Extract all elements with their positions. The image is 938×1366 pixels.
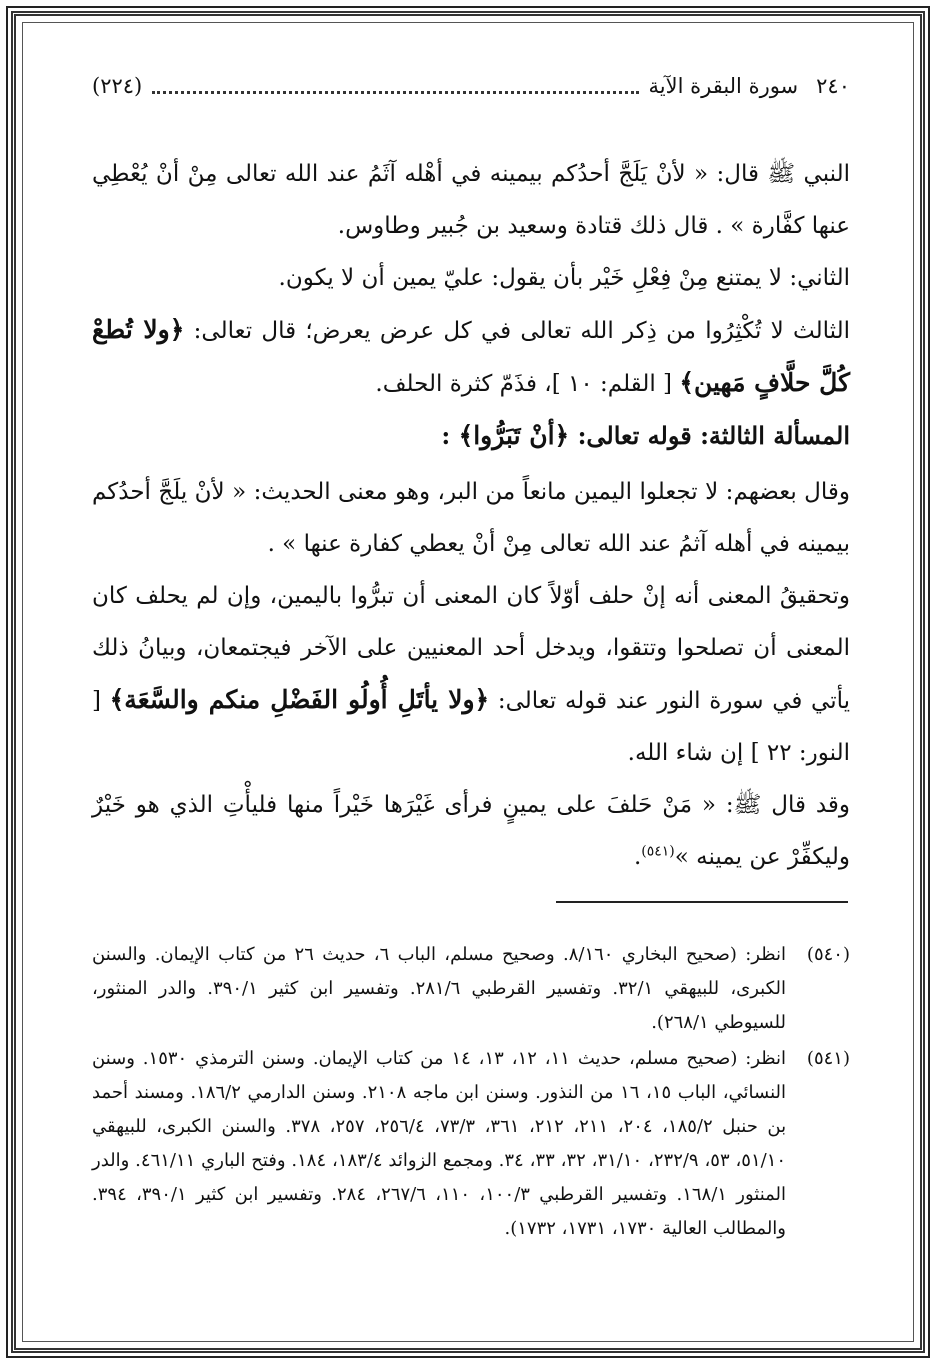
page-content [92,60,850,883]
section-heading-text: المسألة الثالثة: قوله تعالى: [577,421,850,450]
paragraph-4: وقال بعضهم: لا تجعلوا اليمين مانعاً من البر، وهو معنى الحديث: « لأنْ يلَجَّ أحدُكم بيمينه في أهله آثمُ عند الله تعالى مِنْ أنْ يعطي كفارة عنها » . [92,479,850,557]
running-head [92,60,850,112]
body-text [92,148,850,883]
paragraph-5 [92,570,850,779]
footnote-540 [92,938,850,1040]
footnote-text: انظر: (صحيح البخاري ٨/١٦٠. وصحيح مسلم، الباب ٦، حديث ٢٦ من كتاب الإيمان. والسنن الكبرى، للبيهقي ٣٢/١. وتفسير القرطبي ٢٨١/٦. وتفسير ابن كثير ٣٩٠/١. والدر المنثور، للسيوطي ٢٦٨/١). [92,944,787,1033]
paragraph-6-end: . [633,844,642,870]
paragraph-2: الثاني: لا يمتنع مِنْ فِعْلِ خَيْر بأن يقول: عليّ يمين أن لا يكون. [278,265,850,291]
quran-verse-nur: ﴿ولا يأتَلِ أُولُو الفَضْلِ منكم والسَّعَة﴾ [109,685,490,714]
ayah-reference: (٢٢٤) [92,74,143,98]
paragraph-6-text: وقد قال ﷺ: « مَنْ حَلفَ على يمينٍ فرأى غَيْرَها خَيْراً منها فليأْتِ الذي هو خَيْرٌ وليكفِّرْ عن يمينه » [92,792,850,870]
footnote-541 [92,1042,850,1246]
paragraph-1: النبي ﷺ قال: « لأنْ يَلَجَّ أحدُكم بيمينه في أهْله آثَمُ عند الله تعالى مِنْ أنْ يُعْطِي عنها كفَّارة » . قال ذلك قتادة وسعيد بن جُبير وطاوس. [92,161,850,239]
surah-title: سورة البقرة الآية [648,74,799,98]
page-number: ٢٤٠ [816,74,850,98]
footnote-separator [556,901,848,903]
paragraph-3-end: [ القلم: ١٠ ]، فذَمّ كثرة الحلف. [375,371,673,397]
footnote-ref-541: (٥٤١) [641,843,675,860]
footnote-number: (٥٤١) [806,1048,850,1069]
paragraph-5-text: وتحقيقُ المعنى أنه إنْ حلف أوّلاً كان المعنى أن تبرُّوا باليمين، وإن لم يحلف كان المعنى أن تصلحوا وتتقوا، ويدخل أحد المعنيين على الآخر فيجتمعان، وبيانُ ذلك يأتي في سورة النور عند قوله تعالى: [92,583,850,714]
dot-leader [152,91,638,94]
paragraph-3-text: الثالث لا تُكْثِرُوا من ذِكر الله تعالى في كل عرض يعرض؛ قال تعالى: [193,318,850,344]
paragraph-6 [92,779,850,883]
heading-colon: : [441,421,451,450]
footnotes [92,938,850,1248]
paragraph-3 [92,304,850,410]
quran-verse-qalam: ﴿ولا تُطعْ كُلَّ حلَّافٍ مَهين﴾ [92,315,850,397]
heading-quran-phrase: ﴿أنْ تَبَرُّوا﴾ [458,421,570,450]
footnote-number: (٥٤٠) [806,944,850,965]
section-heading [92,410,850,462]
paragraph-5-end: [ النور: ٢٢ ] إن شاء الله. [92,688,850,766]
footnote-text: انظر: (صحيح مسلم، حديث ١١، ١٢، ١٣، ١٤ من كتاب الإيمان. وسنن الترمذي ١٥٣٠. وسنن النسائي، الباب ١٥، ١٦ من النذور. وسنن ابن ماجه ٢١٠٨. وسنن الدارمي ١٨٦/٢. ومسند أحمد بن حنبل ١٨٥/٢، ٢٠٤، ٢١١، ٢١٢، ٣٦١، ٧٣/٣، ٢٥٦/٤، ٢٥٧، ٣٧٨. والسنن الكبرى، للبيهقي ٥١/١٠، ٥٣، ٢٣٢/٩، ٣١/١٠، ٣٢، ٣٣، ٣٤. ومجمع الزوائد ١٨٣/٤، ١٨٤. وفتح الباري ٤٦١/١١. والدر المنثور ١٦٨/١. وتفسير القرطبي ١٠٠/٣، ١١٠، ٢٦٧/٦، ٢٨٤. وتفسير ابن كثير ٣٩٠/١، ٣٩٤. والمطالب العالية ١٧٣٠، ١٧٣١، ١٧٣٢). [92,1048,787,1239]
